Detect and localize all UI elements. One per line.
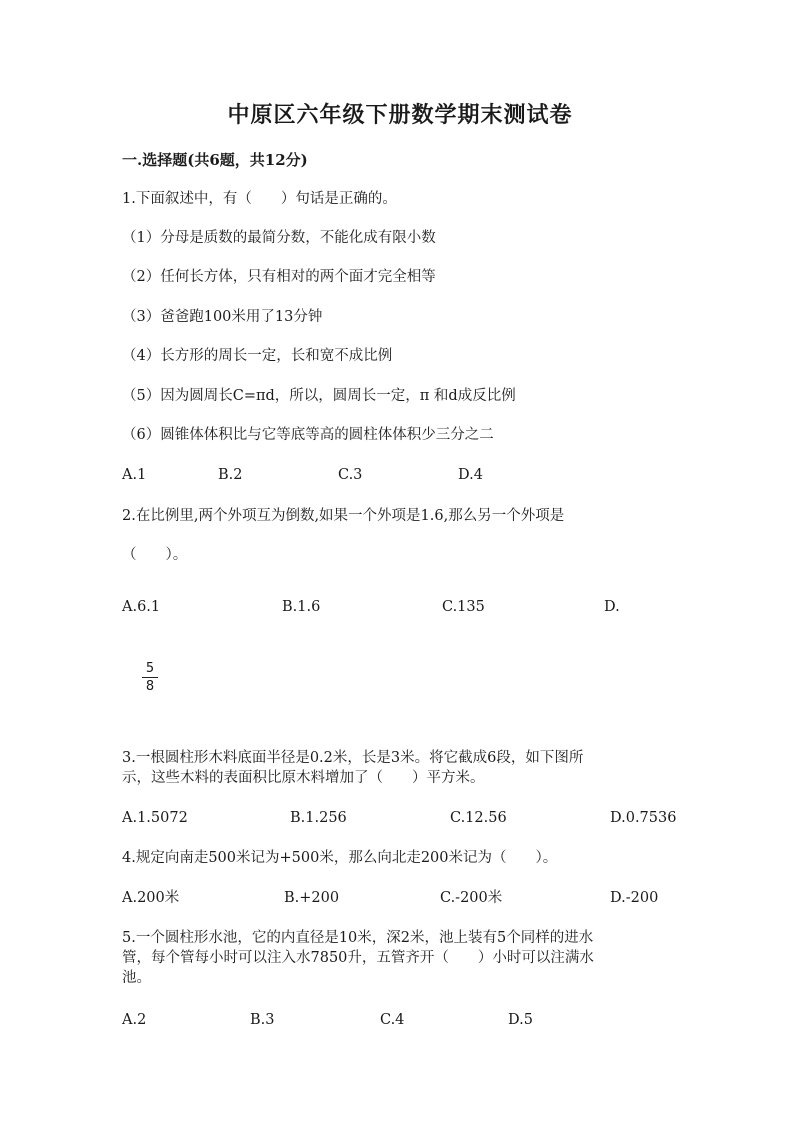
question-3-option-d: D.0.7536 <box>610 810 677 826</box>
question-2-stem: 2.在比例里,两个外项互为倒数,如果一个外项是1.6,那么另一个外项是 <box>122 508 565 524</box>
question-2-option-d: D. <box>604 599 620 615</box>
question-2-option-b: B.1.6 <box>282 599 321 615</box>
question-4-option-d: D.-200 <box>610 890 659 906</box>
question-1-statement: （5）因为圆周长C=πd，所以，圆周长一定，π 和d成反比例 <box>122 388 516 404</box>
question-5-option-c: C.4 <box>380 1012 405 1028</box>
question-1-statement: （2）任何长方体，只有相对的两个面才完全相等 <box>122 269 436 285</box>
question-1-option-c: C.3 <box>338 467 363 483</box>
question-5-option-b: B.3 <box>250 1012 275 1028</box>
fraction-five-eighths <box>142 661 158 694</box>
question-4-option-a: A.200米 <box>122 890 180 906</box>
question-1-option-d: D.4 <box>458 467 483 483</box>
question-4-option-c: C.-200米 <box>440 890 503 906</box>
fraction-denominator: 8 <box>145 679 155 694</box>
question-3-option-b: B.1.256 <box>290 810 347 826</box>
question-1-option-a: A.1 <box>122 467 147 483</box>
section-heading: 一.选择题(共6题，共12分) <box>122 151 308 169</box>
question-4-option-b: B.+200 <box>284 890 340 906</box>
question-1-option-b: B.2 <box>218 467 243 483</box>
question-1-statement: （1）分母是质数的最简分数，不能化成有限小数 <box>122 230 436 246</box>
question-1-statement: （6）圆锥体体积比与它等底等高的圆柱体体积少三分之二 <box>122 427 494 443</box>
question-2-option-a: A.6.1 <box>122 599 161 615</box>
question-2-stem-continued: （ ）。 <box>122 547 188 563</box>
fraction-numerator: 5 <box>145 661 155 676</box>
question-5-stem: 5.一个圆柱形水池，它的内直径是10米，深2米，池上装有5个同样的进水 <box>122 930 594 946</box>
page-title: 中原区六年级下册数学期末测试卷 <box>227 102 573 128</box>
question-4-stem: 4.规定向南走500米记为+500米，那么向北走200米记为（ ）。 <box>122 850 558 866</box>
question-1-statement: （3）爸爸跑100米用了13分钟 <box>122 309 323 325</box>
question-5-option-d: D.5 <box>508 1012 533 1028</box>
question-1-statement: （4）长方形的周长一定，长和宽不成比例 <box>122 348 393 364</box>
question-3-stem-continued: 示，这些木料的表面积比原木料增加了（ ）平方米。 <box>122 770 485 786</box>
question-5-option-a: A.2 <box>122 1012 147 1028</box>
question-5-stem-continued: 管，每个管每小时可以注入水7850升，五管齐开（ ）小时可以注满水 <box>122 950 594 966</box>
question-3-option-c: C.12.56 <box>450 810 507 826</box>
question-5-stem-continued: 池。 <box>122 970 151 986</box>
question-1-stem: 1.下面叙述中，有（ ）句话是正确的。 <box>122 191 397 207</box>
question-2-option-c: C.135 <box>442 599 485 615</box>
question-3-stem: 3.一根圆柱形木料底面半径是0.2米，长是3米。将它截成6段，如下图所 <box>122 750 584 766</box>
fraction-bar <box>142 677 158 678</box>
question-3-option-a: A.1.5072 <box>122 810 188 826</box>
